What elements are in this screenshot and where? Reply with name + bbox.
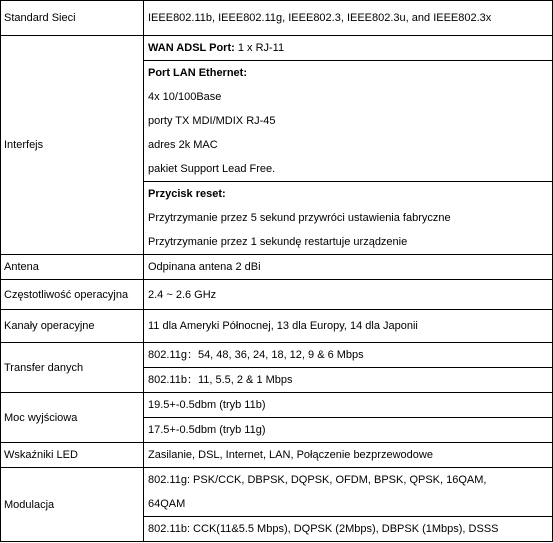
moc-subtable: [144, 393, 552, 442]
row-value-modulacja: [144, 468, 553, 542]
reset-line-2: Przytrzymanie przez 1 sekundę restartuje urządzenie: [148, 236, 408, 248]
wan-cell: [144, 36, 552, 61]
reset-cell: [144, 182, 552, 255]
row-label-antena: Antena: [1, 255, 144, 280]
row-value-interfejs: [144, 36, 553, 255]
reset-title: Przycisk reset:: [148, 188, 226, 200]
row-label-kanaly: Kanały operacyjne: [1, 310, 144, 343]
modulacja-line-3: 802.11b: CCK(11&5.5 Mbps), DQPSK (2Mbps), DBPSK (1Mbps), DSSS: [148, 523, 499, 535]
modulacja-subtable: [144, 468, 552, 541]
row-value-moc: [144, 393, 553, 443]
row-value-kanaly: 11 dla Ameryki Północnej, 13 dla Europy, 14 dla Japonii: [144, 310, 553, 343]
modulacja-cell-2: [144, 517, 552, 542]
row-label-interfejs: Interfejs: [1, 36, 144, 255]
row-label-led: Wskaźniki LED: [1, 443, 144, 468]
modulacja-line-1: 802.11g: PSK/CCK, DBPSK, DQPSK, OFDM, BPSK, QPSK, 16QAM,: [148, 474, 487, 486]
reset-line-1: Przytrzymanie przez 5 sekund przywróci ustawienia fabryczne: [148, 212, 451, 224]
modulacja-line-2: 64QAM: [148, 498, 186, 510]
transfer-subtable: [144, 343, 552, 392]
transfer-cell-2: [144, 368, 552, 393]
lan-line-4: pakiet Support Lead Free.: [148, 163, 276, 175]
moc-line-2: 17.5+-0.5dbm (tryb 11g): [148, 424, 266, 436]
table-row: [1, 310, 553, 343]
row-label-moc: Moc wyjściowa: [1, 393, 144, 443]
moc-line-1: 19.5+-0.5dbm (tryb 11b): [148, 399, 266, 411]
row-value-czestotliwosc: 2.4 ~ 2.6 GHz: [144, 280, 553, 310]
table-row: [1, 468, 553, 542]
table-row: [1, 343, 553, 393]
row-label-modulacja: Modulacja: [1, 468, 144, 542]
row-value-antena: Odpinana antena 2 dBi: [144, 255, 553, 280]
transfer-line-2: 802.11b：11, 5.5, 2 & 1 Mbps: [148, 374, 293, 386]
table-row: [1, 443, 553, 468]
table-row: [1, 36, 553, 255]
row-value-standard: IEEE802.11b, IEEE802.11g, IEEE802.3, IEEE802.3u, and IEEE802.3x: [144, 1, 553, 36]
lan-cell: [144, 61, 552, 182]
row-label-standard: Standard Sieci: [1, 1, 144, 36]
transfer-cell-1: [144, 343, 552, 368]
row-value-led: Zasilanie, DSL, Internet, LAN, Połączenie bezprzewodowe: [144, 443, 553, 468]
wan-value: 1 x RJ-11: [234, 42, 285, 54]
row-label-transfer: Transfer danych: [1, 343, 144, 393]
table-row: [1, 393, 553, 443]
wan-title: WAN ADSL Port:: [148, 42, 235, 54]
modulacja-cell-1: [144, 468, 552, 517]
lan-line-1: 4x 10/100Base: [148, 91, 222, 103]
lan-title: Port LAN Ethernet:: [148, 67, 247, 79]
row-value-transfer: [144, 343, 553, 393]
interfejs-subtable: [144, 36, 552, 254]
row-label-czestotliwosc: Częstotliwość operacyjna: [1, 280, 144, 310]
table-row: [1, 280, 553, 310]
table-row: [1, 1, 553, 36]
lan-line-2: porty TX MDI/MDIX RJ-45: [148, 115, 276, 127]
moc-cell-2: [144, 418, 552, 443]
wan-line: [148, 36, 548, 60]
table-row: [1, 255, 553, 280]
lan-line-3: adres 2k MAC: [148, 139, 218, 151]
moc-cell-1: [144, 393, 552, 418]
transfer-line-1: 802.11g：54, 48, 36, 24, 18, 12, 9 & 6 Mbps: [148, 349, 364, 361]
